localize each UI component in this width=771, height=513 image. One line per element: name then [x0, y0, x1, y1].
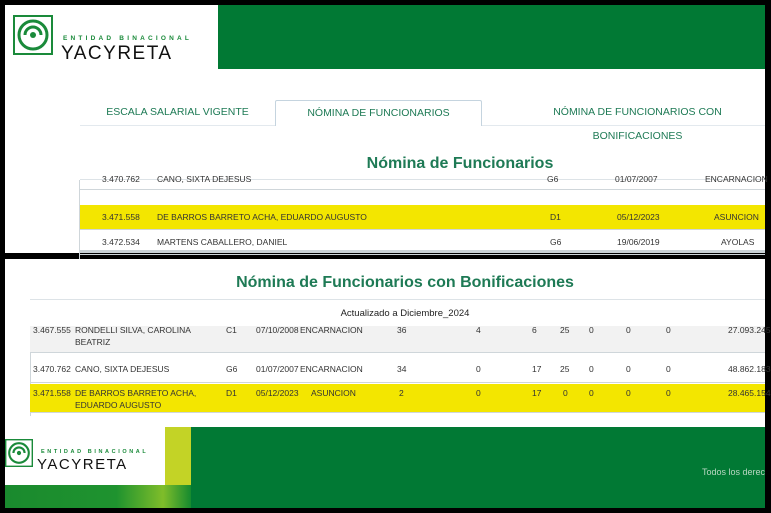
cell-value: 34: [397, 364, 407, 374]
cell-name: DE BARROS BARRETO ACHA, EDUARDO AUGUSTO: [157, 212, 367, 222]
footer-logo[interactable]: [5, 427, 165, 485]
cell-name-line1: RONDELLI SILVA, CAROLINA: [75, 325, 191, 335]
cell-value: 0: [666, 325, 671, 335]
title-divider: [30, 299, 765, 300]
updated-label: Actualizado a Diciembre_2024: [340, 308, 470, 319]
bottom-screenshot-panel: [5, 259, 771, 508]
cell-ci: 3.471.558: [33, 388, 71, 398]
table-row-highlighted[interactable]: [30, 384, 771, 413]
cell-value: 2: [399, 388, 404, 398]
logo-subtitle: ENTIDAD BINACIONAL: [63, 35, 193, 42]
cell-category: G6: [547, 174, 559, 184]
cell-name: MARTENS CABALLERO, DANIEL: [157, 237, 288, 247]
cell-value: 0: [626, 364, 631, 374]
footer-gradient-strip: [5, 485, 191, 508]
cell-name-line1: DE BARROS BARRETO ACHA,: [75, 388, 197, 398]
page-title: Nómina de Funcionarios con Bonificaciones: [236, 274, 574, 291]
cell-ci: 3.472.534: [102, 237, 140, 247]
header-banner: [218, 5, 765, 69]
cell-ci: 3.467.555: [33, 325, 71, 335]
cell-value: 25: [560, 364, 570, 374]
header-logo[interactable]: [5, 5, 218, 69]
cell-value: 0: [476, 364, 481, 374]
cell-date: 05/12/2023: [256, 388, 299, 398]
yacyreta-spiral-logo-icon: [5, 439, 33, 467]
footer-lime-accent: [165, 427, 191, 485]
logo-name: YACYRETA: [61, 43, 173, 64]
cell-location: ENCARNACION: [705, 174, 768, 184]
cell-date: 05/12/2023: [617, 212, 660, 222]
cell-value: 0: [589, 364, 594, 374]
cell-total: 48.862.183: [728, 364, 771, 374]
cell-name: CANO, SIXTA DEJESUS: [75, 364, 170, 374]
cell-value: 36: [397, 325, 407, 335]
cell-value: 0: [476, 388, 481, 398]
cell-location: ASUNCION: [714, 212, 759, 222]
cell-name-line2: EDUARDO AUGUSTO: [75, 400, 162, 410]
cell-total: 28.465.154: [728, 388, 771, 398]
tab-nomina-funcionarios[interactable]: NÓMINA DE FUNCIONARIOS: [275, 100, 482, 126]
cell-value: 0: [666, 364, 671, 374]
cell-category: D1: [550, 212, 561, 222]
cell-location: AYOLAS: [721, 237, 755, 247]
cell-value: 0: [626, 388, 631, 398]
cell-value: 17: [532, 364, 542, 374]
footer-logo-name: YACYRETA: [37, 456, 128, 473]
footer-logo-subtitle: ENTIDAD BINACIONAL: [41, 449, 149, 455]
table-row-highlighted[interactable]: [80, 205, 765, 230]
cell-value: 4: [476, 325, 481, 335]
cell-date: 07/10/2008: [256, 325, 299, 335]
cell-date: 01/07/2007: [615, 174, 658, 184]
cell-value: 0: [589, 325, 594, 335]
cell-location: ASUNCION: [311, 388, 356, 398]
cell-value: 6: [532, 325, 537, 335]
cell-location: ENCARNACION: [300, 325, 363, 335]
cell-date: 19/06/2019: [617, 237, 660, 247]
cell-category: G6: [550, 237, 562, 247]
cell-date: 01/07/2007: [256, 364, 299, 374]
cell-ci: 3.470.762: [102, 174, 140, 184]
cell-ci: 3.470.762: [33, 364, 71, 374]
cell-value: 0: [589, 388, 594, 398]
cell-name-line2: BEATRIZ: [75, 337, 111, 347]
cell-value: 0: [563, 388, 568, 398]
yacyreta-spiral-logo-icon: [13, 15, 53, 55]
cell-value: 25: [560, 325, 570, 335]
cell-category: C1: [226, 325, 237, 335]
cell-category: D1: [226, 388, 237, 398]
table-bottom-border: [80, 250, 765, 253]
cell-total: 27.093.245: [728, 325, 771, 335]
cell-location: ENCARNACION: [300, 364, 363, 374]
table-row[interactable]: [30, 354, 771, 383]
cell-value: 0: [666, 388, 671, 398]
cell-value: 17: [532, 388, 542, 398]
cell-ci: 3.471.558: [102, 212, 140, 222]
top-screenshot-panel: [5, 5, 768, 253]
page-title: Nómina de Funcionarios: [366, 155, 554, 172]
table-row[interactable]: [80, 170, 768, 190]
cell-name: CANO, SIXTA DEJESUS: [157, 174, 252, 184]
tab-escala-salarial[interactable]: ESCALA SALARIAL VIGENTE: [106, 106, 249, 118]
tab-bar: [80, 98, 765, 142]
table-row[interactable]: [30, 325, 771, 353]
tab-nomina-bonificaciones[interactable]: NÓMINA DE FUNCIONARIOS CON BONIFICACIONES: [553, 106, 722, 142]
cell-category: G6: [226, 364, 238, 374]
cell-value: 0: [626, 325, 631, 335]
footer-copyright: Todos los derec: [701, 467, 765, 477]
footer-banner: [191, 427, 765, 508]
